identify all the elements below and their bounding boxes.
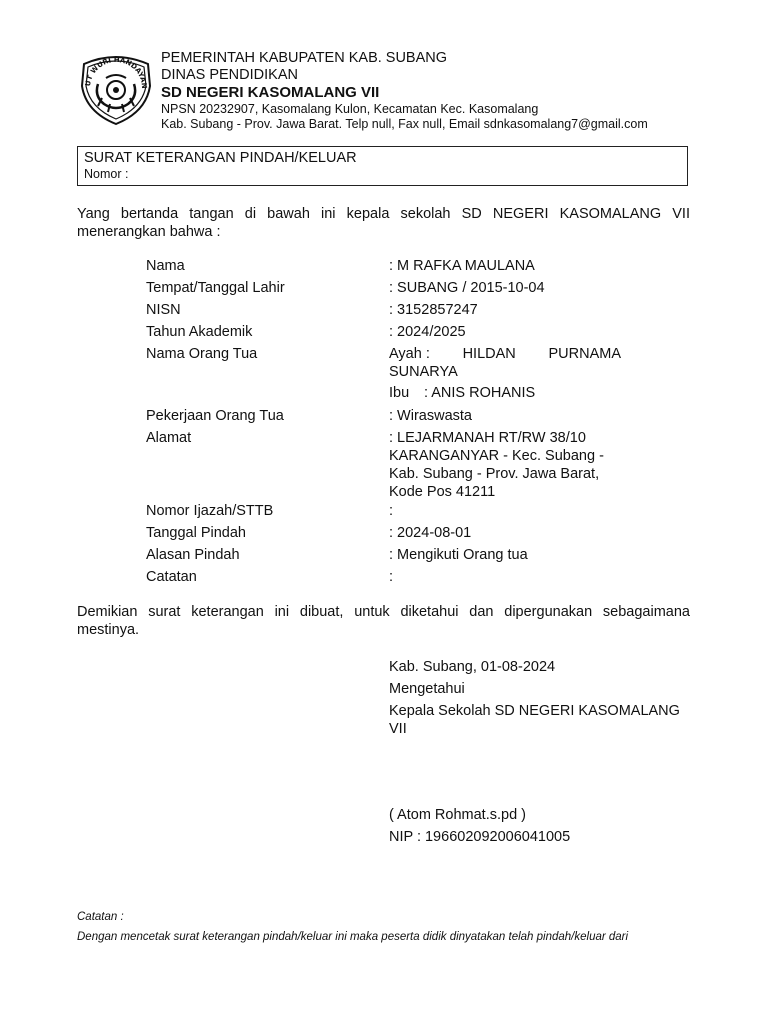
value-tanggal-pindah: : 2024-08-01: [389, 525, 472, 541]
footer-note-text: Dengan mencetak surat keterangan pindah/keluar ini maka peserta didik dinyatakan telah pindah/keluar dari: [77, 931, 629, 943]
value-catatan: :: [389, 569, 394, 585]
label-nama-orang-tua: Nama Orang Tua: [146, 346, 258, 362]
label-alamat: Alamat: [146, 430, 192, 446]
value-ttl: : SUBANG / 2015-10-04: [389, 280, 545, 296]
header-government: PEMERINTAH KABUPATEN KAB. SUBANG: [161, 50, 448, 66]
label-pekerjaan: Pekerjaan Orang Tua: [146, 408, 284, 424]
signature-place-date: Kab. Subang, 01-08-2024: [389, 659, 556, 675]
value-nomor-ijazah: :: [389, 503, 394, 519]
value-nisn: : 3152857247: [389, 302, 478, 318]
ayah-name-part3: SUNARYA: [389, 364, 458, 380]
value-ayah: [389, 345, 621, 381]
label-nomor-ijazah: Nomor Ijazah/STTB: [146, 503, 274, 519]
signature-position: Kepala Sekolah SD NEGERI KASOMALANG VII: [389, 703, 680, 737]
school-logo: [76, 48, 156, 126]
alamat-line1: : LEJARMANAH RT/RW 38/10: [389, 430, 586, 446]
header-school-name: SD NEGERI KASOMALANG VII: [161, 84, 380, 101]
intro-paragraph: Yang bertanda tangan di bawah ini kepala sekolah SD NEGERI KASOMALANG VII menerangkan bahwa :: [77, 206, 690, 240]
logo-text: UT WURI HANDAYAN: [83, 55, 149, 89]
value-pekerjaan: : Wiraswasta: [389, 408, 472, 424]
label-nisn: NISN: [146, 302, 181, 318]
label-alasan-pindah: Alasan Pindah: [146, 547, 240, 563]
alamat-line3: Kab. Subang - Prov. Jawa Barat,: [389, 466, 600, 482]
closing-paragraph: Demikian surat keterangan ini dibuat, untuk diketahui dan dipergunakan sebagaimana mestinya.: [77, 604, 690, 638]
ayah-name-part1: HILDAN: [462, 346, 516, 362]
value-alasan-pindah: : Mengikuti Orang tua: [389, 547, 528, 563]
signature-name: ( Atom Rohmat.s.pd ): [389, 807, 526, 823]
footer-note-label: Catatan :: [77, 911, 124, 923]
label-ttl: Tempat/Tanggal Lahir: [146, 280, 285, 296]
header-address-line1: NPSN 20232907, Kasomalang Kulon, Kecamatan Kec. Kasomalang: [161, 102, 539, 116]
document-number: Nomor :: [84, 167, 129, 181]
document-title: SURAT KETERANGAN PINDAH/KELUAR: [84, 150, 357, 166]
header-department: DINAS PENDIDIKAN: [161, 67, 298, 83]
value-ibu: : ANIS ROHANIS: [424, 385, 536, 401]
ayah-name-part2: PURNAMA: [548, 346, 621, 362]
label-tanggal-pindah: Tanggal Pindah: [146, 525, 246, 541]
alamat-line2: KARANGANYAR - Kec. Subang -: [389, 448, 604, 464]
label-catatan: Catatan: [146, 569, 197, 585]
label-tahun-akademik: Tahun Akademik: [146, 324, 253, 340]
label-nama: Nama: [146, 258, 185, 274]
value-tahun-akademik: : 2024/2025: [389, 324, 466, 340]
value-alamat: [389, 429, 604, 501]
header-address-line2: Kab. Subang - Prov. Jawa Barat. Telp null, Fax null, Email sdnkasomalang7@gmail.com: [161, 117, 648, 131]
ibu-prefix: Ibu: [389, 385, 410, 401]
value-nama: : M RAFKA MAULANA: [389, 258, 535, 274]
alamat-line4: Kode Pos 41211: [389, 484, 496, 500]
signature-mengetahui: Mengetahui: [389, 681, 465, 697]
signature-nip: NIP : 196602092006041005: [389, 829, 571, 845]
ayah-prefix: Ayah :: [389, 346, 430, 362]
